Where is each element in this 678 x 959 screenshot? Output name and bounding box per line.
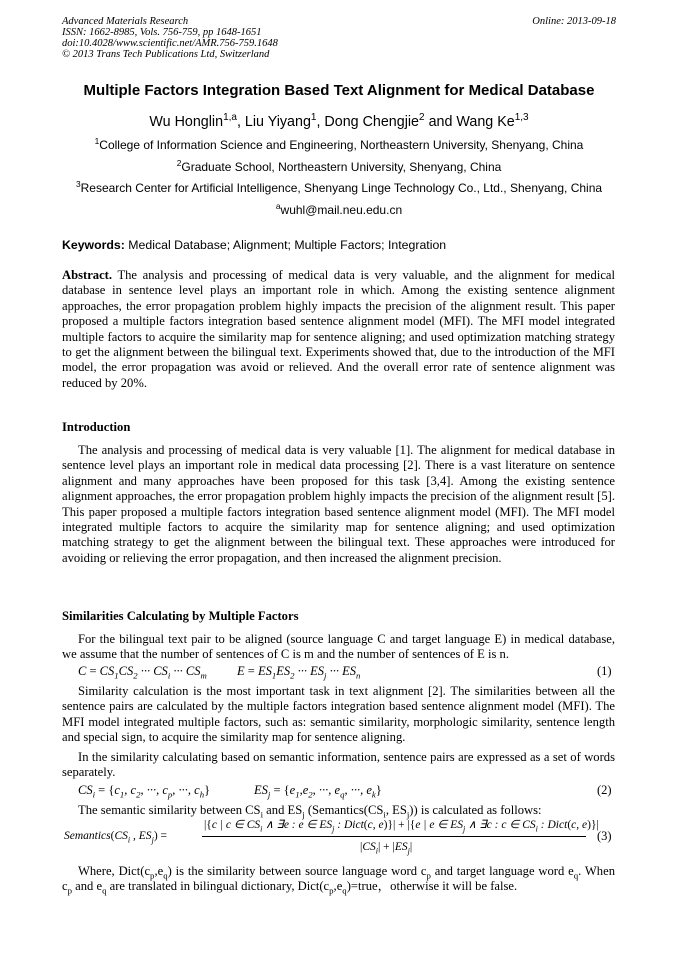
affiliation-3: $^3$Research Center for Artificial Intelligence, Shenyang Linge Technology Co., Ltd., Shenyang, China — [75, 179, 603, 195]
author-1-affil: 1,a — [223, 112, 237, 124]
affiliation-2: $^2$Graduate School, Northeastern University, Shenyang, China — [176, 158, 502, 174]
author-4: Wang Ke — [456, 114, 515, 130]
paper-title: Multiple Factors Integration Based Text Alignment for Medical Database — [83, 82, 595, 99]
author-2: Liu Yiyang — [244, 114, 311, 130]
equation-2-left: $CS_i = \{c_1$, $c_2$, ···, $c_p$, ···, $c_h$} — [78, 783, 211, 800]
equation-2-number: (2) — [597, 783, 612, 797]
equation-3-numerator: |{c | c ∈ $CS_i$ ∧ ∃e : e ∈ $ES_j$ : Dict(c, e)}| + |{e | e ∈ $ES_j$ ∧ ∃c : c ∈ $CS_i$ : Dict(c, e)}| — [204, 819, 599, 834]
equation-3-number: (3) — [597, 829, 612, 843]
equation-3-fraction-bar — [202, 836, 586, 837]
author-list: Wu Honglin$^{1,a}$, Liu Yiyang$^1$, Dong Chengjie$^2$ and Wang Ke$^{1,3}$ — [149, 112, 529, 130]
equation-3-denominator: $|CS_i| + |ES_j|$ — [360, 841, 413, 856]
abstract-label: Abstract. — [62, 268, 113, 282]
similarities-p2: Similarity calculation is the most important task in text alignment [2]. The similarities between all the sentence pairs are calculated by the multiple factors integration based sentence alignment model (MFI). The MFI model integrated multiple factors, such as: semantic similarity, morphologic similarity, sentence length and special sign, to acquire the similarity map for sentence aligning. — [62, 684, 615, 745]
similarities-p4: The semantic similarity between $CS_i$ and $ES_j$ ($Semantics(CS_i$, $ES_j$)) is calculated as follows: — [78, 803, 542, 820]
equation-1-left: $C = CS_1CS_2$ ··· $CS_i$ ··· $CS_m$ — [78, 664, 207, 681]
equation-1-right: $E = ES_1ES_2$ ··· $ES_j$ ··· $ES_n$ — [237, 664, 361, 681]
author-2-affil: 1 — [310, 112, 317, 124]
abstract-text: The analysis and processing of medical data is very valuable, and the alignment for medical database in sentence level plays an important role in which. Among the existing sentence alignment approaches, the error propagation problem highly impacts the precision of the alignment result. This paper proposed a multiple factors integration based sentence alignment model (MFI). The MFI model integrated multiple factors to acquire the similarity map for sentence aligning; and used optimization matching strategy to get the alignment between the bilingual text. Experiments showed that, due to the introduction of the MFI model, the error propagation was avoid or relieved. And the overall error rate of sentence alignment was reduced by 20%. — [62, 268, 615, 390]
equation-3-lhs: $Semantics(CS_i$ , $ES_j$) = — [64, 830, 168, 845]
introduction-text: The analysis and processing of medical data is very valuable [1]. The alignment for medical database in sentence level plays an important role in medical data processing [2]. There is a vast literature on sentence alignment and many approaches have been proposed for this task [3,4]. Among the existing sentence alignment approaches, the error propagation problem highly impacts the precision of the alignment result [5]. This paper proposed a multiple factors integration based sentence alignment model (MFI). The MFI model integrated multiple factors to acquire the similarity map for sentence aligning; and used optimization matching strategy to get the alignment between the bilingual text. These approaches were introduced for avoiding or relieving the error propagation, and then increased the alignment precision. — [62, 443, 615, 565]
equation-1-number: (1) — [597, 664, 612, 678]
keywords-label: Keywords: — [62, 238, 125, 252]
abstract — [62, 268, 615, 391]
introduction-heading: Introduction — [62, 420, 131, 434]
journal-name: Advanced Materials Research — [62, 16, 189, 27]
similarities-p5: Where, $Dict(c_p,e_q)$ is the similarity between source language word $c_p$ and target language word $e_q$. When $c_p$ and $e_q$ are translated in bilingual dictionary, $Dict(c_p,e_q)=true$，otherwise it will be false. — [62, 864, 615, 896]
keywords-text: Medical Database; Alignment; Multiple Factors; Integration — [128, 238, 447, 252]
similarities-p3: In the similarity calculating based on semantic information, sentence pairs are expressed as a set of words separately. — [62, 750, 615, 780]
author-email: $^a$wuhl@mail.neu.edu.cn — [275, 201, 403, 217]
online-date: Online: 2013-09-18 — [532, 16, 616, 27]
author-and: and — [428, 114, 453, 130]
similarities-heading: Similarities Calculating by Multiple Factors — [62, 609, 299, 623]
author-3-affil: 2 — [419, 112, 425, 124]
copyright-line: © 2013 Trans Tech Publications Ltd, Switzerland — [62, 49, 270, 60]
equation-2-right: $ES_j = \{e_1,e_2$, ···, $e_q$, ···, $e_k$} — [254, 783, 382, 800]
author-1: Wu Honglin — [149, 114, 224, 130]
issn-line: ISSN: 1662-8985, Vols. 756-759, pp 1648-1651 — [62, 27, 262, 38]
author-3: Dong Chengjie — [324, 114, 420, 130]
affiliation-1: $^1$College of Information Science and Engineering, Northeastern University, Shenyang, China — [94, 136, 584, 152]
doi-line: doi:10.4028/www.scientific.net/AMR.756-759.1648 — [62, 38, 278, 49]
keywords — [62, 238, 446, 252]
similarities-p1: For the bilingual text pair to be aligned (source language C and target language E) in medical database, we assume that the number of sentences of C is m and the number of sentences of E is n. — [62, 632, 615, 662]
author-4-affil: 1,3 — [514, 112, 529, 124]
